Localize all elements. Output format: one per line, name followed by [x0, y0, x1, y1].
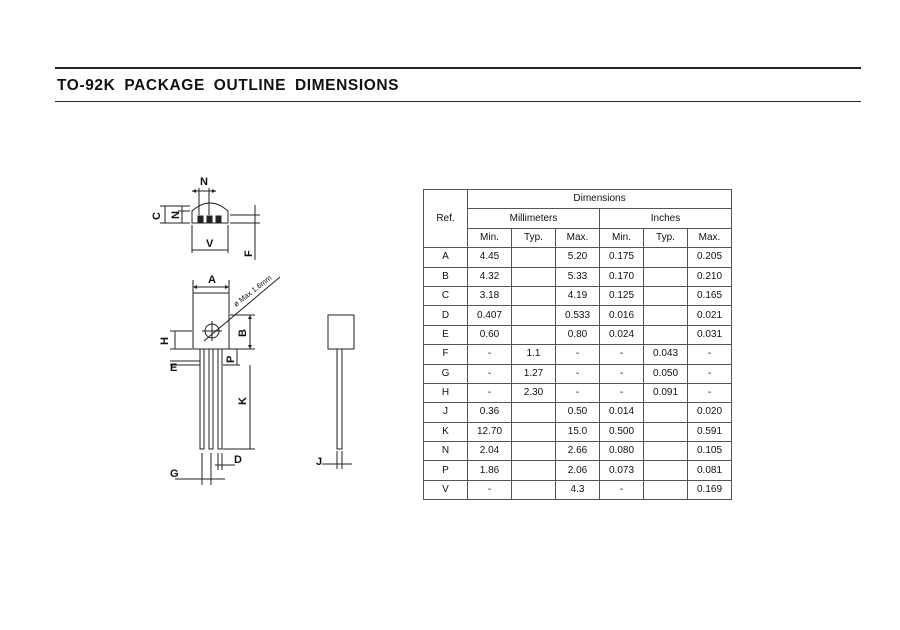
value-cell: 0.091 — [644, 383, 688, 402]
dim-label-d: D — [234, 454, 242, 466]
package-outline-drawing — [130, 165, 370, 495]
value-cell: 0.081 — [688, 461, 732, 480]
dim-label-a: A — [208, 274, 216, 286]
table-row — [424, 403, 732, 422]
value-cell: 2.06 — [556, 461, 600, 480]
value-cell: - — [468, 480, 512, 499]
lead-pad-1 — [198, 216, 203, 222]
value-cell: 4.45 — [468, 248, 512, 267]
package-body-front — [193, 293, 229, 349]
value-cell: 1.27 — [512, 364, 556, 383]
value-cell: 0.105 — [688, 442, 732, 461]
value-cell: 0.500 — [600, 422, 644, 441]
dim-label-b: B — [237, 329, 249, 337]
value-cell: 0.165 — [688, 286, 732, 305]
dim-label-f: F — [243, 250, 255, 257]
value-cell: 0.020 — [688, 403, 732, 422]
lead-left — [200, 349, 204, 449]
value-cell — [644, 442, 688, 461]
table-row — [424, 480, 732, 499]
table-row — [424, 286, 732, 305]
value-cell — [644, 480, 688, 499]
sub-header-cell: Min. — [600, 228, 644, 247]
value-cell: - — [600, 480, 644, 499]
table-row — [424, 461, 732, 480]
value-cell — [512, 267, 556, 286]
value-cell: 3.18 — [468, 286, 512, 305]
sub-header-cell: Max. — [556, 228, 600, 247]
table-row — [424, 442, 732, 461]
value-cell — [512, 325, 556, 344]
dim-label-n-top: N — [200, 176, 208, 188]
value-cell: 0.533 — [556, 306, 600, 325]
value-cell: - — [600, 345, 644, 364]
ref-cell: H — [424, 383, 468, 402]
lead-pad-3 — [216, 216, 221, 222]
value-cell: 0.591 — [688, 422, 732, 441]
value-cell: - — [556, 383, 600, 402]
value-cell: 0.60 — [468, 325, 512, 344]
value-cell: 1.86 — [468, 461, 512, 480]
value-cell: 0.169 — [688, 480, 732, 499]
ref-header: Ref. — [424, 190, 468, 248]
value-cell — [644, 325, 688, 344]
value-cell: 0.021 — [688, 306, 732, 325]
value-cell: 0.024 — [600, 325, 644, 344]
table-row — [424, 422, 732, 441]
dimensions-header: Dimensions — [468, 190, 732, 209]
value-cell: - — [688, 383, 732, 402]
value-cell: 0.073 — [600, 461, 644, 480]
table-row — [424, 267, 732, 286]
title-top-rule — [55, 67, 861, 69]
value-cell — [512, 403, 556, 422]
value-cell — [512, 306, 556, 325]
ref-cell: J — [424, 403, 468, 422]
value-cell: 0.80 — [556, 325, 600, 344]
lead-right — [218, 349, 222, 449]
dim-label-p: P — [225, 355, 237, 363]
value-cell: - — [688, 364, 732, 383]
sub-header-cell: Min. — [468, 228, 512, 247]
value-cell: 0.016 — [600, 306, 644, 325]
value-cell: 2.66 — [556, 442, 600, 461]
table-row — [424, 383, 732, 402]
hole-diameter-note: ø Max 1.6mm — [231, 273, 274, 309]
dim-label-n-side: N — [170, 211, 182, 219]
value-cell: 0.210 — [688, 267, 732, 286]
value-cell — [644, 306, 688, 325]
value-cell: 1.1 — [512, 345, 556, 364]
inches-header: Inches — [600, 209, 732, 228]
ref-cell: N — [424, 442, 468, 461]
dim-label-e: E — [170, 362, 178, 374]
value-cell — [512, 248, 556, 267]
value-cell: 0.50 — [556, 403, 600, 422]
value-cell: 2.30 — [512, 383, 556, 402]
value-cell: 0.014 — [600, 403, 644, 422]
dim-label-g: G — [170, 468, 179, 480]
value-cell: - — [468, 383, 512, 402]
value-cell — [512, 480, 556, 499]
value-cell — [644, 403, 688, 422]
ref-cell: K — [424, 422, 468, 441]
dimensions-table — [423, 189, 732, 500]
value-cell — [644, 286, 688, 305]
ref-cell: A — [424, 248, 468, 267]
value-cell: 5.33 — [556, 267, 600, 286]
value-cell — [644, 461, 688, 480]
ref-cell: F — [424, 345, 468, 364]
ref-cell: P — [424, 461, 468, 480]
ref-cell: B — [424, 267, 468, 286]
value-cell: 0.175 — [600, 248, 644, 267]
title-bottom-rule — [55, 101, 861, 102]
dim-label-j: J — [316, 456, 323, 468]
sub-header-row — [424, 228, 732, 247]
lead-pad-2 — [207, 216, 212, 222]
dim-label-h: H — [159, 337, 171, 345]
table-row — [424, 325, 732, 344]
ref-cell: G — [424, 364, 468, 383]
value-cell: 0.031 — [688, 325, 732, 344]
dimensions-table-body — [424, 248, 732, 500]
value-cell: - — [688, 345, 732, 364]
value-cell: - — [556, 364, 600, 383]
value-cell: 0.050 — [644, 364, 688, 383]
value-cell — [512, 286, 556, 305]
lead-middle — [209, 349, 213, 449]
value-cell: 4.32 — [468, 267, 512, 286]
value-cell: - — [468, 364, 512, 383]
table-row — [424, 306, 732, 325]
value-cell: 4.19 — [556, 286, 600, 305]
dim-label-v: V — [206, 238, 214, 250]
value-cell: 0.080 — [600, 442, 644, 461]
ref-cell: E — [424, 325, 468, 344]
dim-label-k: K — [237, 397, 249, 405]
value-cell: - — [556, 345, 600, 364]
value-cell — [644, 267, 688, 286]
value-cell: - — [468, 345, 512, 364]
value-cell: 4.3 — [556, 480, 600, 499]
value-cell: 12.70 — [468, 422, 512, 441]
value-cell: 0.407 — [468, 306, 512, 325]
ref-cell: D — [424, 306, 468, 325]
value-cell — [644, 422, 688, 441]
value-cell — [644, 248, 688, 267]
value-cell: 0.36 — [468, 403, 512, 422]
sub-header-cell: Typ. — [512, 228, 556, 247]
value-cell — [512, 422, 556, 441]
page-title: TO-92K PACKAGE OUTLINE DIMENSIONS — [57, 77, 400, 94]
table-row — [424, 364, 732, 383]
table-row — [424, 345, 732, 364]
sub-header-cell: Max. — [688, 228, 732, 247]
value-cell: 5.20 — [556, 248, 600, 267]
lead-side — [337, 349, 342, 449]
table-row — [424, 248, 732, 267]
ref-cell: V — [424, 480, 468, 499]
value-cell: - — [600, 383, 644, 402]
value-cell: 0.125 — [600, 286, 644, 305]
millimeters-header: Millimeters — [468, 209, 600, 228]
value-cell: 0.043 — [644, 345, 688, 364]
value-cell: - — [600, 364, 644, 383]
value-cell: 0.205 — [688, 248, 732, 267]
value-cell: 15.0 — [556, 422, 600, 441]
ref-cell: C — [424, 286, 468, 305]
value-cell — [512, 461, 556, 480]
value-cell: 0.170 — [600, 267, 644, 286]
package-body-side — [328, 315, 354, 349]
dim-label-c: C — [151, 212, 163, 220]
sub-header-cell: Typ. — [644, 228, 688, 247]
value-cell — [512, 442, 556, 461]
value-cell: 2.04 — [468, 442, 512, 461]
